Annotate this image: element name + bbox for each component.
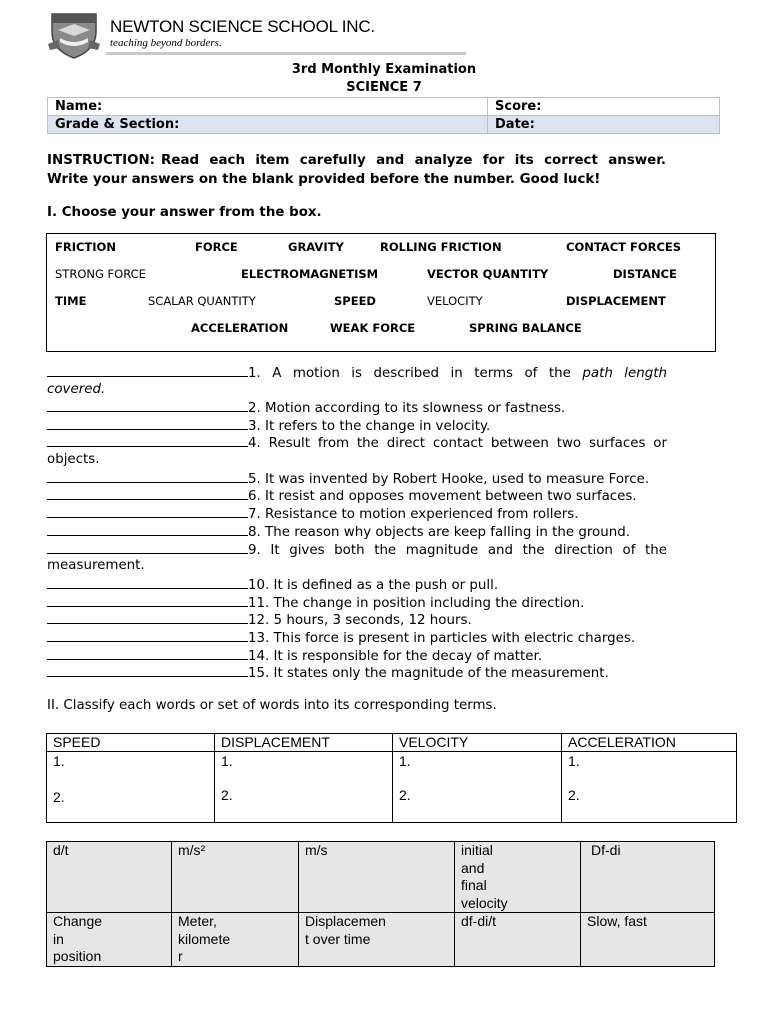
question-10-text: 10. It is defined as a the push or pull. (248, 578, 499, 593)
answer-blank-13[interactable] (47, 628, 248, 642)
question-4-text: 4. Result from the direct contact between two surfaces or (248, 436, 667, 451)
school-name: NEWTON SCIENCE SCHOOL INC. (110, 17, 375, 36)
word-distance: DISTANCE (613, 267, 677, 281)
classify-table (46, 733, 737, 823)
question-15 (47, 663, 609, 682)
displacement-num-2: 2. (221, 787, 233, 803)
question-2-text: 2. Motion according to its slowness or fastness. (248, 401, 566, 416)
header-divider (106, 52, 466, 55)
term-line: in (53, 930, 64, 947)
word-electromagnetism: ELECTROMAGNETISM (241, 267, 379, 281)
term-cell (455, 842, 581, 913)
speed-num-1: 1. (53, 753, 65, 769)
word-contact-forces: CONTACT FORCES (566, 240, 682, 254)
term-cell (47, 913, 172, 967)
question-4 (47, 433, 667, 452)
question-9-text: 9. It gives both the magnitude and the direction of the (248, 543, 667, 558)
term-line: and (461, 859, 485, 876)
term-line: Meter, (178, 913, 217, 929)
col-acceleration: ACCELERATION (562, 734, 737, 752)
answer-blank-1[interactable] (47, 363, 248, 377)
question-8-text: 8. The reason why objects are keep falling in the ground. (248, 525, 630, 540)
term-line: kilomete (178, 930, 231, 947)
word-acceleration: ACCELERATION (191, 321, 289, 335)
question-1-italic: path length (582, 366, 667, 381)
instruction-text (47, 151, 727, 189)
word-rolling-friction: ROLLING FRICTION (380, 240, 502, 254)
term-line: velocity (461, 894, 508, 911)
word-friction: FRICTION (55, 240, 116, 254)
velocity-num-1: 1. (399, 753, 411, 769)
question-5-text: 5. It was invented by Robert Hooke, used to measure Force. (248, 472, 650, 487)
part2-title: II. Classify each words or set of words into its corresponding terms. (47, 698, 497, 713)
word-bank-box (46, 233, 716, 352)
term-line: initial (461, 842, 493, 858)
score-field[interactable]: Score: (488, 98, 720, 116)
word-time: TIME (55, 294, 87, 308)
answer-blank-12[interactable] (47, 610, 248, 624)
term-cell: m/s² (172, 842, 299, 913)
instruction-line1: Read each item carefully and analyze for its correct answer. (161, 153, 666, 168)
displacement-num-1: 1. (221, 753, 233, 769)
acceleration-answers[interactable] (562, 752, 737, 823)
answer-blank-8[interactable] (47, 522, 248, 536)
col-speed: SPEED (47, 734, 215, 752)
student-info-table (47, 97, 720, 134)
answer-blank-4[interactable] (47, 433, 248, 447)
exam-subject: SCIENCE 7 (346, 80, 422, 95)
question-6-text: 6. It resist and opposes movement between two surfaces. (248, 489, 637, 504)
question-13 (47, 628, 635, 647)
acceleration-num-2: 2. (568, 787, 580, 803)
question-7-text: 7. Resistance to motion experienced from rollers. (248, 507, 579, 522)
term-line: Change (53, 913, 103, 929)
term-cell: m/s (299, 842, 455, 913)
term-cell (299, 913, 455, 967)
word-strong-force: STRONG FORCE (55, 267, 146, 281)
word-force: FORCE (195, 240, 238, 254)
acceleration-num-1: 1. (568, 753, 580, 769)
question-1-text: 1. A motion is described in terms of the (248, 366, 571, 381)
speed-answers[interactable] (47, 752, 215, 823)
question-12-text: 12. 5 hours, 3 seconds, 12 hours. (248, 613, 472, 628)
term-line: Displacemen (305, 913, 386, 929)
question-3-text: 3. It refers to the change in velocity. (248, 419, 491, 434)
grade-section-field[interactable]: Grade & Section: (48, 116, 488, 134)
term-line: position (53, 948, 102, 964)
question-12 (47, 610, 472, 629)
word-weak-force: WEAK FORCE (330, 321, 416, 335)
question-10 (47, 575, 498, 594)
instruction-line2: Write your answers on the blank provided before the number. Good luck! (47, 172, 601, 187)
word-gravity: GRAVITY (288, 240, 344, 254)
word-velocity: VELOCITY (427, 294, 483, 308)
school-logo-icon (48, 10, 100, 60)
word-displacement: DISPLACEMENT (566, 294, 666, 308)
speed-num-2: 2. (53, 789, 65, 805)
word-vector-quantity: VECTOR QUANTITY (427, 267, 549, 281)
question-6 (47, 486, 637, 505)
term-cell: Slow, fast (581, 913, 715, 967)
answer-blank-11[interactable] (47, 593, 248, 607)
term-cell: d/t (47, 842, 172, 913)
question-15-text: 15. It states only the magnitude of the measurement. (248, 666, 609, 681)
name-field[interactable]: Name: (48, 98, 488, 116)
term-cell: df-di/t (455, 913, 581, 967)
answer-blank-7[interactable] (47, 504, 248, 518)
question-4-cont: objects. (47, 452, 100, 467)
question-11-text: 11. The change in position including the direction. (248, 596, 585, 611)
part1-title: I. Choose your answer from the box. (47, 205, 322, 220)
term-line: r (178, 948, 183, 964)
displacement-answers[interactable] (215, 752, 393, 823)
question-2 (47, 398, 565, 417)
question-13-text: 13. This force is present in particles with electric charges. (248, 631, 636, 646)
velocity-answers[interactable] (393, 752, 562, 823)
instruction-lead: INSTRUCTION: (47, 153, 156, 168)
term-cell (172, 913, 299, 967)
answer-blank-5[interactable] (47, 469, 248, 483)
exam-title: 3rd Monthly Examination (291, 62, 477, 77)
term-line: final (461, 877, 487, 893)
col-displacement: DISPLACEMENT (215, 734, 393, 752)
term-line: t over time (305, 930, 371, 947)
question-1-cont: covered. (47, 382, 106, 397)
answer-blank-15[interactable] (47, 663, 248, 677)
answer-blank-3[interactable] (47, 416, 248, 430)
answer-blank-14[interactable] (47, 646, 248, 660)
terms-table (46, 841, 715, 967)
question-7 (47, 504, 579, 523)
date-field[interactable]: Date: (488, 116, 720, 134)
question-8 (47, 522, 630, 541)
word-spring-balance: SPRING BALANCE (469, 321, 582, 335)
answer-blank-2[interactable] (47, 398, 248, 412)
word-scalar-quantity: SCALAR QUANTITY (148, 294, 256, 308)
question-9-cont: measurement. (47, 558, 145, 573)
term-cell: Df-di (581, 842, 715, 913)
word-speed: SPEED (334, 294, 376, 308)
school-motto: teaching beyond borders. (110, 37, 222, 49)
answer-blank-10[interactable] (47, 575, 248, 589)
answer-blank-9[interactable] (47, 540, 248, 554)
answer-blank-6[interactable] (47, 486, 248, 500)
question-14-text: 14. It is responsible for the decay of matter. (248, 649, 543, 664)
col-velocity: VELOCITY (393, 734, 562, 752)
velocity-num-2: 2. (399, 787, 411, 803)
question-1 (47, 363, 667, 382)
